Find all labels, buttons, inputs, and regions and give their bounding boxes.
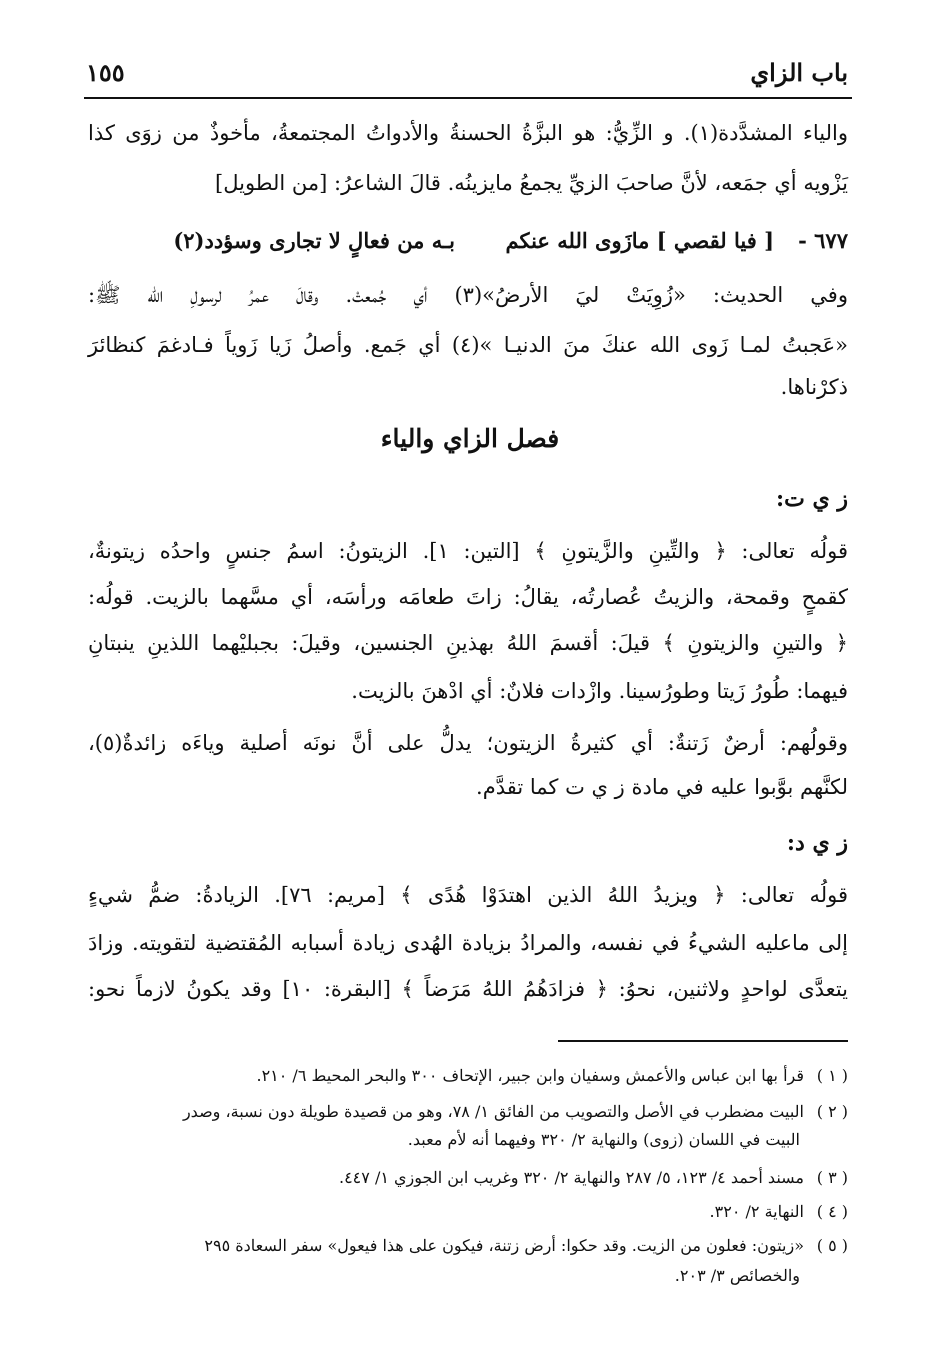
footnote-5-continuation: والخصائص ٣/ ٢٠٣. [674,1266,800,1285]
chapter-title: باب الزاي [750,58,848,87]
entry-heading-zyt: ز ي ت: [776,486,848,512]
footnote-1 [256,1064,848,1088]
entry1-line-3: ﴿ والتينِ والزيتونِ ﴾ قيلَ: أقسمَ اللهُ بهذينِ الجنسين، وقيلَ: بجبليْهما اللذينِ ينبتانِ [88,631,848,655]
entry2-line-2: إلى ماعليه الشيءُ في نفسه، والمرادُ بزيادة الهُدى زيادة أسبابه المُقتضية لتقويته. وزادَ [88,931,848,955]
verse-first-hemistich: [ فيا لقصي ] مازَوى الله عنكم [505,228,774,253]
entry2-line-3: يتعدَّى لواحدٍ ولاثنين، نحوُ: ﴿ فزادَهُمُ اللهُ مَرَضاً ﴾ [البقرة: ١٠] وقد يكونُ لازماً نحو: [88,977,848,1001]
footnote-number: ( ٥ ) [816,1236,848,1255]
footnote-text: قرأ بها ابن عباس والأعمش وسفيان وابن جبير، الإتحاف ٣٠٠ والبحر المحيط ٦/ ٢١٠. [256,1066,804,1085]
entry-heading-zyd: ز ي د: [786,830,848,856]
footnote-divider [558,1040,848,1042]
page-number: ١٥٥ [86,58,125,87]
section-title: فصل الزاي والياء [380,424,560,453]
footnote-text: مسند أحمد ٤/ ١٢٣، ٥/ ٢٨٧ والنهاية ٢/ ٣٢٠ وغريب ابن الجوزي ١/ ٤٤٧. [338,1168,804,1187]
entry1-line-6: لكنَّهم بوَّبوا عليه في مادة ز ي ت كما تقدَّم. [476,775,848,799]
header-divider [84,97,852,99]
verse-number: ٦٧٧ - [798,228,848,253]
intro-line-1: والياء المشدَّدة(١). و الزِّيُّ: هو البزَّةُ الحسنةُ والأدواتُ المجتمعةُ، مأخوذٌ من زوَى كذا [88,121,848,145]
hadith-line-2: «عَجبتُ لمـا زَوى الله عنكَ منَ الدنيـا »(٤) أي جَمع. وأصلُ زَيا زَوياً فـادغمَ كنظائرَ [88,333,848,357]
footnote-text: النهاية ٢/ ٣٢٠. [709,1202,804,1221]
footnote-number: ( ١ ) [816,1066,848,1085]
hadith-line-3: ذكرْناها. [780,375,848,399]
footnote-number: ( ٢ ) [816,1102,848,1121]
entry1-line-5: وقولُهم: أرضٌ زَتنةٌ: أي كثيرةُ الزيتون؛ يدلُّ على أنَّ نونَه أصلية وياءَه زائدةٌ(٥)، [88,731,848,755]
footnote-3 [339,1166,848,1190]
footnote-text: البيت مضطرب في الأصل والتصويب من الفائق ١/ ٧٨، وهو من قصيدة طويلة دون نسبة، وصدر [182,1102,804,1121]
entry1-line-1: قولُه تعالى: ﴿ والتِّينِ والزَّيتونِ ﴾ [التين: ١]. الزيتونُ: اسمُ جنسٍ واحدُه زيتونةٌ، [88,539,848,563]
footnote-number: ( ٣ ) [816,1168,848,1187]
entry2-line-1: قولُه تعالى: ﴿ ويزيدُ اللهُ الذين اهتدَوْا هُدًى ﴾ [مريم: ٧٦]. الزيادةُ: ضمُّ شيءٍ [88,883,848,907]
footnote-number: ( ٤ ) [816,1202,848,1221]
footnote-5 [204,1234,848,1258]
footnote-4 [710,1200,848,1224]
verse-second-hemistich: بـه من فعالٍ لا تجارى وسؤدد(٢) [173,228,455,253]
footnote-2 [183,1100,848,1124]
hadith-line-1: وفي الحديث: «زُوِيَتْ ليَ الأرضُ»(٣) أي جُمعتْ. وقالَ عمرُ لرسولِ الله ﷺ: [88,283,848,307]
intro-line-2: يَزْويه أي جمَعه، لأنَّ صاحبَ الزيِّ يجمعُ مايزينُه. قالَ الشاعرُ: [من الطويل] [215,171,848,195]
footnote-2-continuation: البيت في اللسان (زوى) والنهاية ٢/ ٣٢٠ وفيهما أنه لأم معبد. [407,1130,800,1149]
entry1-line-2: كقمحٍ وقمحة، والزيتُ عُصارتُه، يقالُ: زاتَ طعامَه ورأسَه، أي مسَّهما بالزيت. قولُه: [88,585,848,609]
entry1-line-4: فيهما: طُورُ زَيتا وطورُسينا. وازْدات فلانٌ: أي ادْهنَ بالزيت. [351,679,848,703]
footnote-text: «زيتون: فعلون من الزيت. وقد حكوا: أرض زتنة، فيكون على هذا فيعول» سفر السعادة ٢٩٥ [204,1236,804,1255]
